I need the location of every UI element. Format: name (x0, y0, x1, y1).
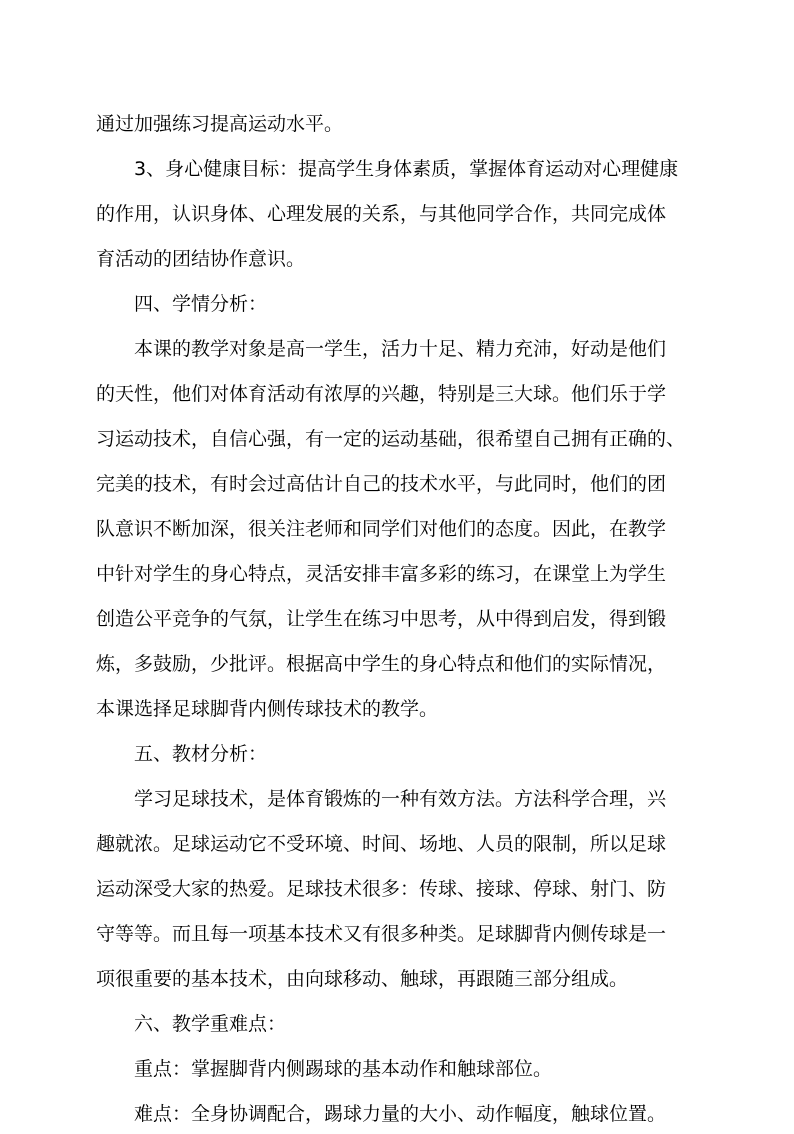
paragraph-line: 的天性，他们对体育活动有浓厚的兴趣，特别是三大球。他们乐于学 (96, 383, 667, 405)
paragraph-line: 学习足球技术，是体育锻炼的一种有效方法。方法科学合理，兴 (134, 788, 667, 810)
paragraph-line: 创造公平竞争的气氛，让学生在练习中思考，从中得到启发，得到锻 (96, 608, 667, 630)
paragraph-line: 守等等。而且每一项基本技术又有很多种类。足球脚背内侧传球是一 (96, 923, 667, 945)
paragraph-line: 完美的技术，有时会过高估计自己的技术水平，与此同时，他们的团 (96, 473, 667, 495)
paragraph-line: 队意识不断加深，很关注老师和同学们对他们的态度。因此，在教学 (96, 518, 667, 540)
paragraph-line: 通过加强练习提高运动水平。 (96, 113, 344, 135)
paragraph-line: 中针对学生的身心特点，灵活安排丰富多彩的练习，在课堂上为学生 (96, 563, 667, 585)
section-heading-learner-analysis: 四、学情分析： (134, 293, 268, 315)
paragraph-line: 运动深受大家的热爱。足球技术很多：传球、接球、停球、射门、防 (96, 878, 667, 900)
paragraph-line: 本课选择足球脚背内侧传球技术的教学。 (96, 698, 439, 720)
paragraph-line: 项很重要的基本技术，由向球移动、触球，再跟随三部分组成。 (96, 968, 629, 990)
section-heading-key-difficulties: 六、教学重难点： (134, 1013, 287, 1035)
difficulty-line: 难点：全身协调配合，踢球力量的大小、动作幅度，触球位置。 (134, 1103, 667, 1125)
paragraph-line: 的作用，认识身体、心理发展的关系，与其他同学合作，共同完成体 (96, 203, 667, 225)
paragraph-line: 本课的教学对象是高一学生，活力十足、精力充沛，好动是他们 (134, 338, 667, 360)
paragraph-line: 育活动的团结协作意识。 (96, 248, 306, 270)
paragraph-line: 习运动技术，自信心强，有一定的运动基础，很希望自己拥有正确的、 (96, 428, 686, 450)
paragraph-line: 趣就浓。足球运动它不受环境、时间、场地、人员的限制，所以足球 (96, 833, 667, 855)
key-point-line: 重点：掌握脚背内侧踢球的基本动作和触球部位。 (134, 1058, 553, 1080)
section-heading-material-analysis: 五、教材分析： (134, 743, 268, 765)
paragraph-line: 3、身心健康目标：提高学生身体素质，掌握体育运动对心理健康 (134, 158, 679, 180)
paragraph-line: 炼，多鼓励，少批评。根据高中学生的身心特点和他们的实际情况， (96, 653, 667, 675)
